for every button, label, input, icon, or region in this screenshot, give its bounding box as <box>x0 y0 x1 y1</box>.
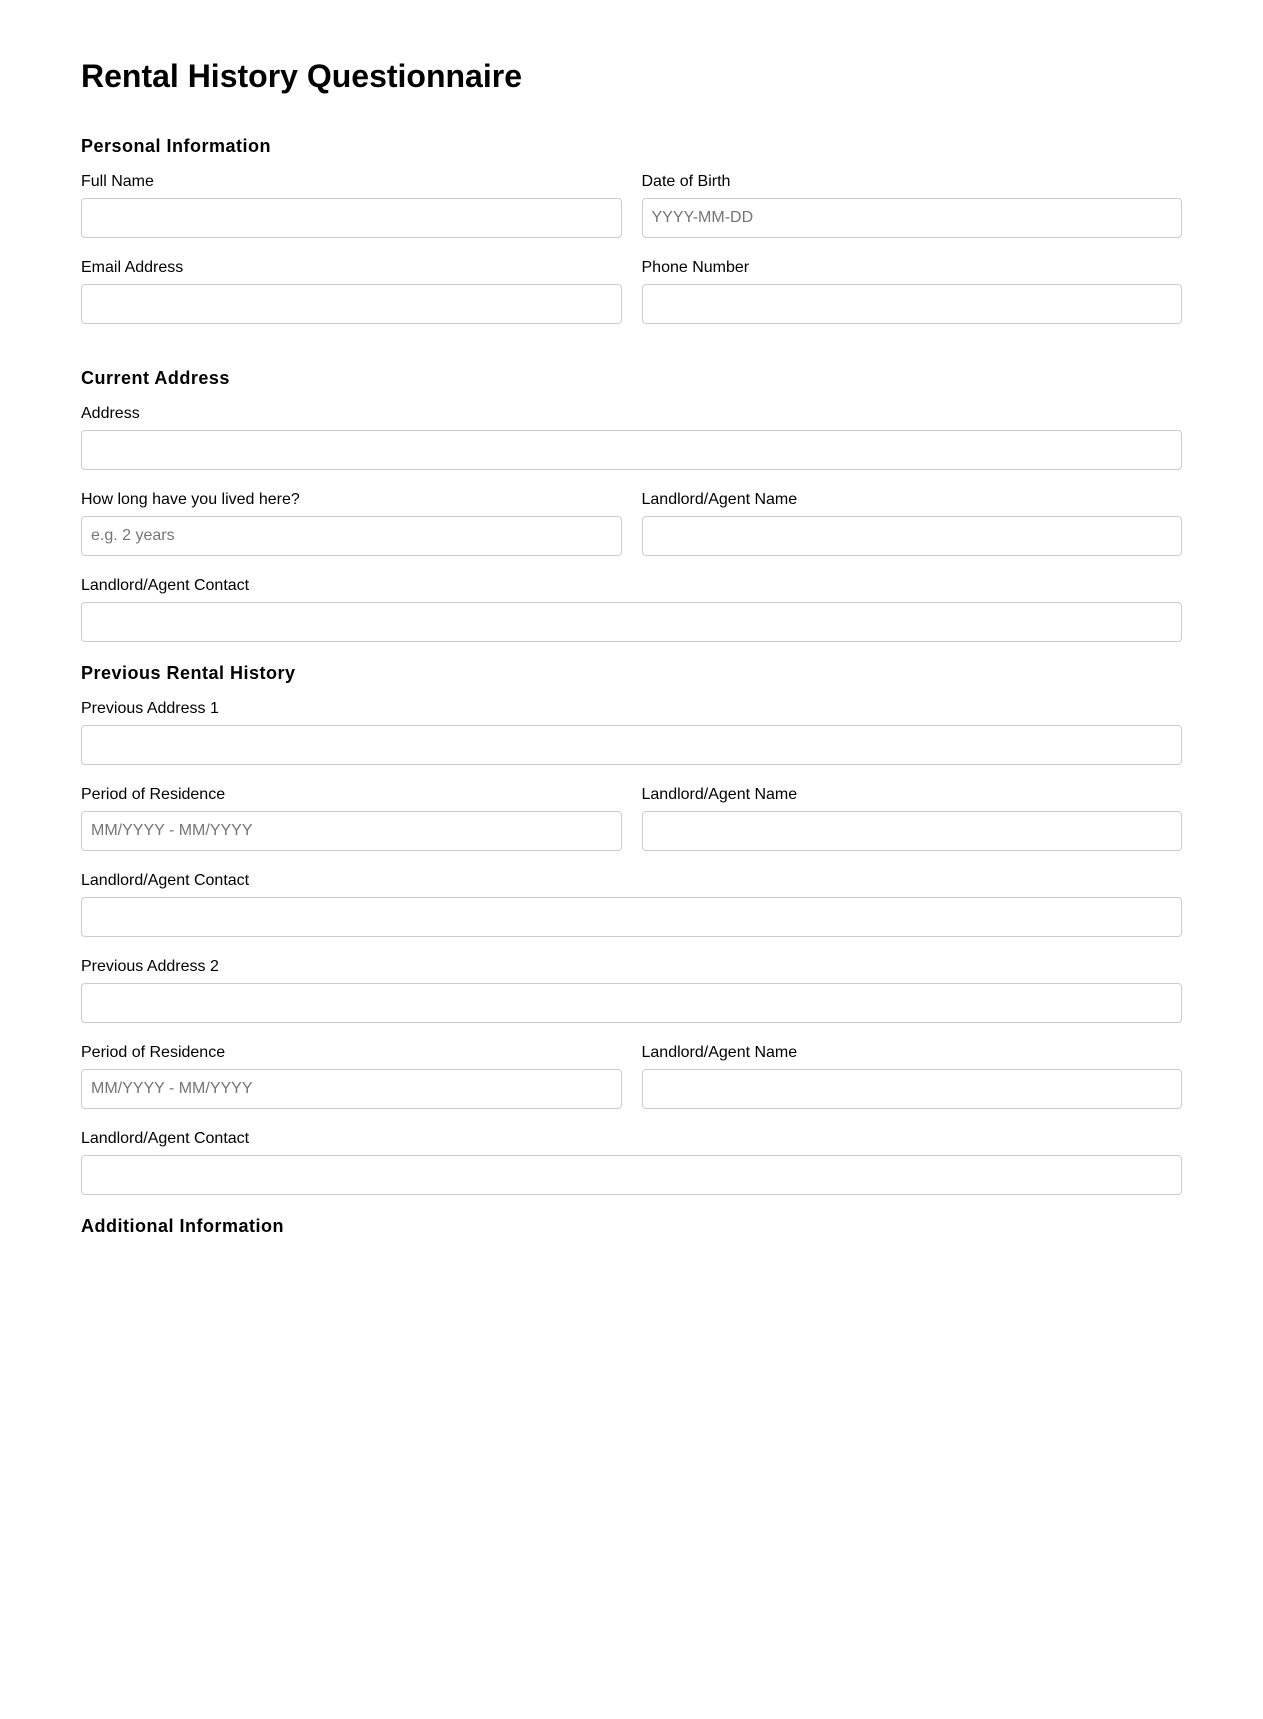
email-input[interactable] <box>81 284 622 324</box>
form-row <box>81 957 1182 1023</box>
duration-field-group <box>81 490 622 556</box>
previous-landlord-contact-1-label: Landlord/Agent Contact <box>81 872 250 889</box>
dob-input[interactable] <box>642 198 1183 238</box>
form-row <box>81 404 1182 470</box>
form-row <box>81 699 1182 765</box>
period-1-label: Period of Residence <box>81 786 226 803</box>
previous-landlord-contact-1-input[interactable] <box>81 897 1182 937</box>
previous-address-2-label: Previous Address 2 <box>81 958 219 975</box>
current-landlord-contact-field-group <box>81 576 1182 642</box>
questionnaire-form <box>81 0 1182 1252</box>
form-row <box>81 258 1182 324</box>
duration-input[interactable] <box>81 516 622 556</box>
period-1-input[interactable] <box>81 811 622 851</box>
period-2-field-group <box>81 1043 622 1109</box>
full-name-input[interactable] <box>81 198 622 238</box>
form-row <box>81 576 1182 642</box>
previous-landlord-contact-2-field-group <box>81 1129 1182 1195</box>
section-current-address <box>81 367 1182 642</box>
period-1-field-group <box>81 785 622 851</box>
previous-landlord-name-1-label: Landlord/Agent Name <box>641 786 798 803</box>
period-2-label: Period of Residence <box>81 1044 226 1061</box>
duration-label: How long have you lived here? <box>81 491 300 508</box>
form-row <box>81 871 1182 937</box>
current-landlord-name-field-group <box>642 490 1183 556</box>
section-personal-information <box>81 135 1182 324</box>
full-name-field-group <box>81 172 622 238</box>
previous-address-2-field-group <box>81 957 1182 1023</box>
current-landlord-name-input[interactable] <box>642 516 1183 556</box>
section-heading-current: Current Address <box>81 368 230 388</box>
full-name-label: Full Name <box>81 173 154 190</box>
previous-address-1-input[interactable] <box>81 725 1182 765</box>
form-row <box>81 172 1182 238</box>
current-address-label: Address <box>81 405 140 422</box>
previous-address-1-field-group <box>81 699 1182 765</box>
email-field-group <box>81 258 622 324</box>
form-row <box>81 1129 1182 1195</box>
previous-address-2-input[interactable] <box>81 983 1182 1023</box>
previous-landlord-contact-2-input[interactable] <box>81 1155 1182 1195</box>
form-row <box>81 490 1182 556</box>
previous-landlord-contact-1-field-group <box>81 871 1182 937</box>
previous-address-1-label: Previous Address 1 <box>81 700 219 717</box>
section-additional-information <box>81 1215 1182 1237</box>
previous-landlord-name-2-label: Landlord/Agent Name <box>641 1044 798 1061</box>
section-heading-previous: Previous Rental History <box>81 663 296 683</box>
form-row <box>81 785 1182 851</box>
section-previous-rental-history <box>81 662 1182 1195</box>
current-landlord-contact-input[interactable] <box>81 602 1182 642</box>
section-heading-personal: Personal Information <box>81 136 272 156</box>
form-row <box>81 1043 1182 1109</box>
current-address-input[interactable] <box>81 430 1182 470</box>
dob-field-group <box>642 172 1183 238</box>
dob-label: Date of Birth <box>641 173 731 190</box>
current-landlord-name-label: Landlord/Agent Name <box>641 491 798 508</box>
previous-landlord-name-1-input[interactable] <box>642 811 1183 851</box>
phone-input[interactable] <box>642 284 1183 324</box>
period-2-input[interactable] <box>81 1069 622 1109</box>
previous-landlord-name-2-field-group <box>642 1043 1183 1109</box>
current-address-field-group <box>81 404 1182 470</box>
current-landlord-contact-label: Landlord/Agent Contact <box>81 577 250 594</box>
phone-field-group <box>642 258 1183 324</box>
email-label: Email Address <box>81 259 184 276</box>
previous-landlord-name-2-input[interactable] <box>642 1069 1183 1109</box>
page-title: Rental History Questionnaire <box>81 58 522 94</box>
previous-landlord-name-1-field-group <box>642 785 1183 851</box>
phone-label: Phone Number <box>641 259 750 276</box>
previous-landlord-contact-2-label: Landlord/Agent Contact <box>81 1130 250 1147</box>
section-heading-additional: Additional Information <box>81 1216 284 1236</box>
